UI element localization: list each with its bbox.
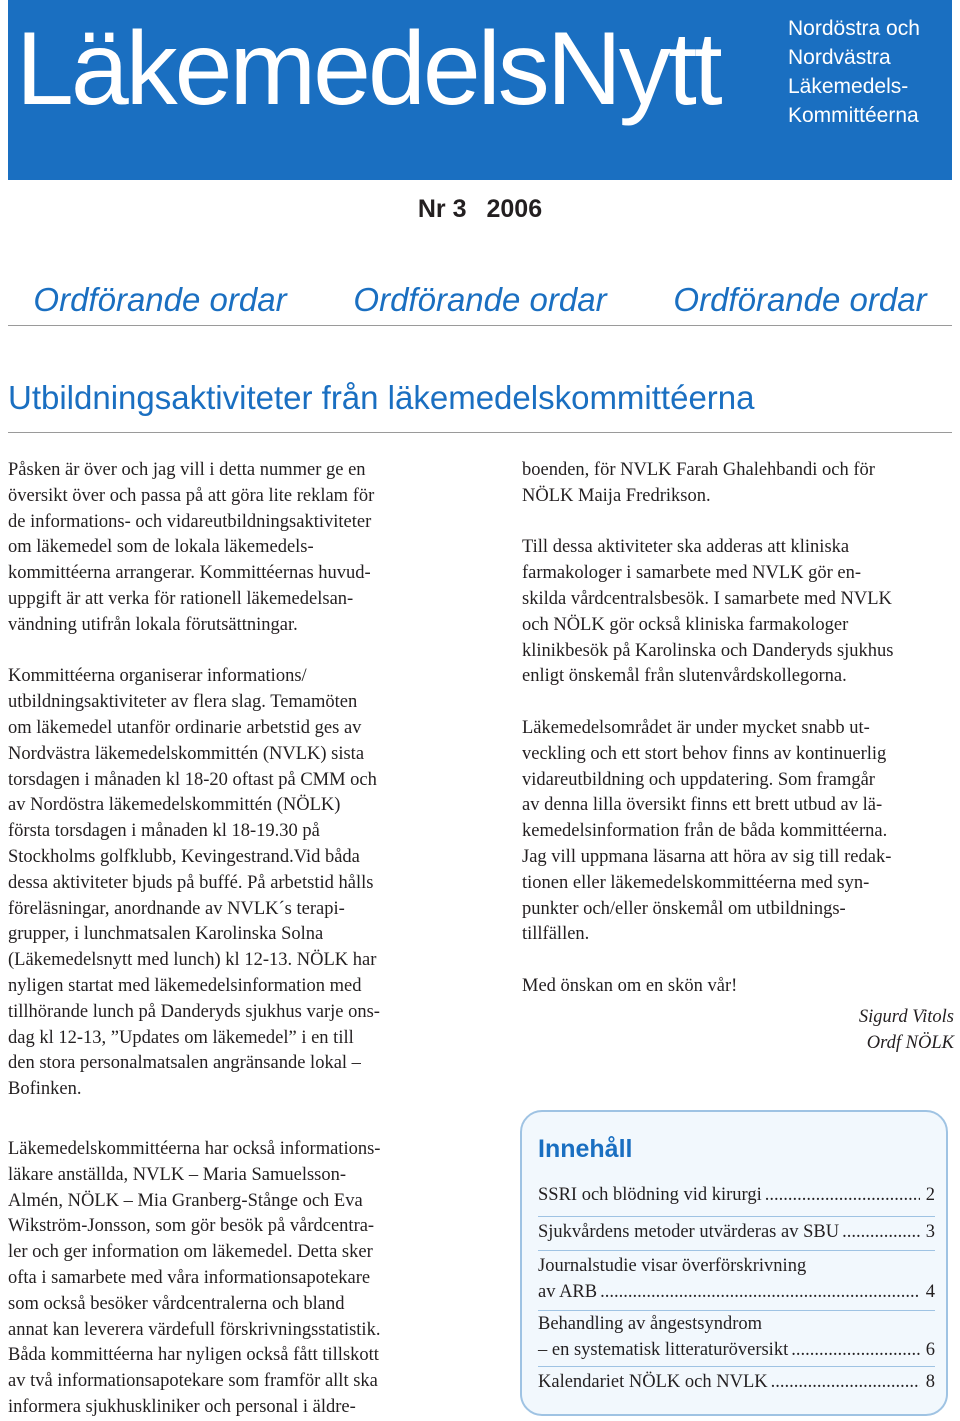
article-line: punkter och/eller önskemål om utbildnings- bbox=[522, 898, 846, 919]
toc-item-label: – en systematisk litteraturöversikt bbox=[538, 1339, 789, 1360]
article-line: utbildningsaktiviteter av flera slag. Temamöten bbox=[8, 692, 358, 713]
toc-item-label: SSRI och blödning vid kirurgi bbox=[538, 1185, 762, 1205]
toc-item[interactable] bbox=[538, 1254, 935, 1306]
toc-item-page: 4 bbox=[925, 1281, 935, 1302]
article-line: första torsdagen i månaden kl 18-19.30 på bbox=[8, 821, 320, 842]
article-line: Jag vill uppmana läsarna att höra av sig till redak- bbox=[522, 846, 892, 867]
article-line: grupper, i lunchmatsalen Karolinska Solna bbox=[8, 924, 324, 945]
issue-nr: Nr 3 bbox=[417, 195, 467, 223]
article-line: ofta i samarbete med våra informationsapotekare bbox=[8, 1267, 371, 1288]
article-line: Kommittéerna organiserar informations/ bbox=[8, 666, 307, 687]
toc-leader bbox=[771, 1370, 920, 1396]
article-line: nyligen startat med läkemedelsinformation med bbox=[8, 975, 362, 996]
article-line: de informations- och vidareutbildningsaktiviteter bbox=[8, 511, 372, 532]
masthead-subtitle bbox=[788, 14, 920, 130]
article-line: Med önskan om en skön vår! bbox=[522, 975, 738, 996]
article-line: den stora personalmatsalen angränsande lokal – bbox=[8, 1053, 361, 1074]
issue-number bbox=[0, 192, 960, 226]
section-header bbox=[0, 278, 960, 322]
article-line: av Nordöstra läkemedelskommittén (NÖLK) bbox=[8, 795, 341, 816]
toc-divider bbox=[538, 1366, 935, 1367]
masthead-title: LäkemedelsNytt bbox=[16, 11, 720, 127]
toc-leader bbox=[765, 1183, 920, 1209]
masthead-subtitle-line: Nordvästra bbox=[788, 46, 891, 69]
article-line: annat kan leverera värdefull förskrivningsstatistik. bbox=[8, 1319, 381, 1340]
toc-item-label: Journalstudie visar överförskrivning bbox=[538, 1256, 807, 1276]
article-line: farmakologer i samarbete med NVLK gör en- bbox=[522, 563, 862, 584]
article-headline: Utbildningsaktiviteter från läkemedelskommittéerna bbox=[8, 379, 755, 416]
article-line: översikt över och passa på att göra lite reklam för bbox=[8, 485, 375, 506]
article-line: ler och ger information om läkemedel. Detta sker bbox=[8, 1242, 373, 1263]
article-line: Nordvästra läkemedelskommittén (NVLK) sista bbox=[8, 743, 365, 764]
article-line: klinikbesök på Karolinska och Danderyds sjukhus bbox=[522, 640, 894, 661]
toc-item[interactable] bbox=[538, 1370, 935, 1396]
article-line: Påsken är över och jag vill i detta nummer ge en bbox=[8, 460, 366, 480]
masthead-subtitle-line: Nordöstra och bbox=[788, 17, 920, 40]
article-line: kemedelsinformation från de båda kommittéerna. bbox=[522, 821, 888, 842]
toc-divider bbox=[538, 1216, 935, 1217]
toc-item-page: 3 bbox=[925, 1222, 935, 1242]
article-line: tionen eller läkemedelskommittéerna med syn- bbox=[522, 872, 870, 893]
article-line: Båda kommittéerna har nyligen också fått tillskott bbox=[8, 1345, 379, 1366]
article-line: om läkemedel utanför ordinarie arbetstid ges av bbox=[8, 717, 362, 738]
section-header-text: Ordförande ordar bbox=[353, 281, 607, 318]
article-line bbox=[8, 639, 380, 665]
article-line: uppgift är att verka för rationell läkemedelsan- bbox=[8, 588, 354, 609]
section-header-text: Ordförande ordar bbox=[33, 281, 287, 318]
toc-item[interactable] bbox=[538, 1220, 935, 1246]
article-line: Läkemedelsområdet är under mycket snabb ut- bbox=[522, 717, 870, 738]
article-line: Till dessa aktiviteter ska adderas att kliniska bbox=[522, 537, 850, 558]
toc-item-page: 2 bbox=[925, 1185, 935, 1205]
article-line: informera sjukhuskliniker och personal i äldre- bbox=[8, 1396, 356, 1417]
toc-divider bbox=[538, 1310, 935, 1311]
article-line: tillhörande lunch på Danderyds sjukhus varje ons- bbox=[8, 1001, 380, 1022]
article-line: dessa aktiviteter bjuds på buffé. På arbetstid hålls bbox=[8, 872, 374, 893]
article-line: Läkemedelskommittéerna har också informations- bbox=[8, 1139, 381, 1159]
article-line: läkare anställda, NVLK – Maria Samuelsson- bbox=[8, 1164, 347, 1185]
article-line: vändning utifrån lokala förutsättningar. bbox=[8, 614, 298, 635]
article-line: veckling och ett stort behov finns av kontinuerlig bbox=[522, 743, 887, 764]
signature-name: Sigurd Vitols bbox=[858, 1007, 954, 1027]
article-line: dag kl 12-13, ”Updates om läkemedel” i en till bbox=[8, 1027, 354, 1048]
toc-leader bbox=[791, 1338, 920, 1364]
article-line: av två informationsapotekare som framför allt ska bbox=[8, 1371, 378, 1392]
toc-item-label: Behandling av ångestsyndrom bbox=[538, 1314, 763, 1334]
signature-title: Ordf NÖLK bbox=[866, 1033, 954, 1053]
divider bbox=[8, 325, 952, 326]
toc-item-page: 8 bbox=[925, 1372, 935, 1392]
article-column-left-continued bbox=[8, 1137, 380, 1421]
article-line: boenden, för NVLK Farah Ghalehbandi och för bbox=[522, 460, 875, 480]
signature bbox=[700, 1004, 954, 1056]
article-line: kommittéerna arrangerar. Kommittéernas huvud- bbox=[8, 563, 371, 584]
toc-item-label: av ARB bbox=[538, 1281, 598, 1302]
article-line: om läkemedel som de lokala läkemedels- bbox=[8, 537, 314, 558]
article-line: och NÖLK gör också kliniska farmakologer bbox=[522, 614, 849, 635]
article-line: Almén, NÖLK – Mia Granberg-Stånge och Eva bbox=[8, 1190, 363, 1211]
article-line: torsdagen i månaden kl 18-20 oftast på CMM och bbox=[8, 769, 377, 790]
article-line: föreläsningar, anordnande av NVLK´s terapi- bbox=[8, 898, 345, 919]
masthead-subtitle-line: Kommittéerna bbox=[788, 104, 919, 127]
toc-item-label: Sjukvårdens metoder utvärderas av SBU bbox=[538, 1222, 840, 1242]
toc-title: Innehåll bbox=[538, 1135, 633, 1163]
article-column-left bbox=[8, 458, 380, 1103]
article-line bbox=[522, 510, 893, 536]
toc-item-label: Kalendariet NÖLK och NVLK bbox=[538, 1372, 768, 1392]
masthead-subtitle-line: Läkemedels- bbox=[788, 75, 909, 98]
article-line: tillfällen. bbox=[522, 924, 590, 945]
toc-leader bbox=[600, 1280, 920, 1306]
toc-item[interactable] bbox=[538, 1183, 935, 1209]
article-line: skilda vårdcentralsbesök. I samarbete med NVLK bbox=[522, 588, 892, 609]
article-line: som också besöker vårdcentralerna och bland bbox=[8, 1293, 345, 1314]
toc-item[interactable] bbox=[538, 1312, 935, 1364]
article-line bbox=[522, 948, 893, 974]
article-line: enligt önskemål från slutenvårdskollegorna. bbox=[522, 666, 847, 687]
article-line: vidareutbildning och uppdatering. Som framgår bbox=[522, 769, 875, 790]
section-header-text: Ordförande ordar bbox=[673, 281, 927, 318]
article-line: NÖLK Maija Fredrikson. bbox=[522, 485, 711, 506]
article-line: Wikström-Jonsson, som gör besök på vårdcentra- bbox=[8, 1216, 375, 1237]
issue-year: 2006 bbox=[486, 195, 543, 223]
article-line: Bofinken. bbox=[8, 1079, 82, 1100]
toc-leader bbox=[842, 1220, 920, 1246]
article-line: av denna lilla översikt finns ett brett utbud av lä- bbox=[522, 795, 883, 816]
article-line: Stockholms golfklubb, Kevingestrand.Vid båda bbox=[8, 846, 360, 867]
article-line: (Läkemedelsnytt med lunch) kl 12-13. NÖLK har bbox=[8, 950, 377, 971]
article-line bbox=[522, 690, 893, 716]
toc-divider bbox=[538, 1250, 935, 1251]
divider bbox=[8, 432, 952, 433]
toc-item-page: 6 bbox=[925, 1339, 935, 1360]
article-column-right bbox=[522, 458, 893, 1000]
